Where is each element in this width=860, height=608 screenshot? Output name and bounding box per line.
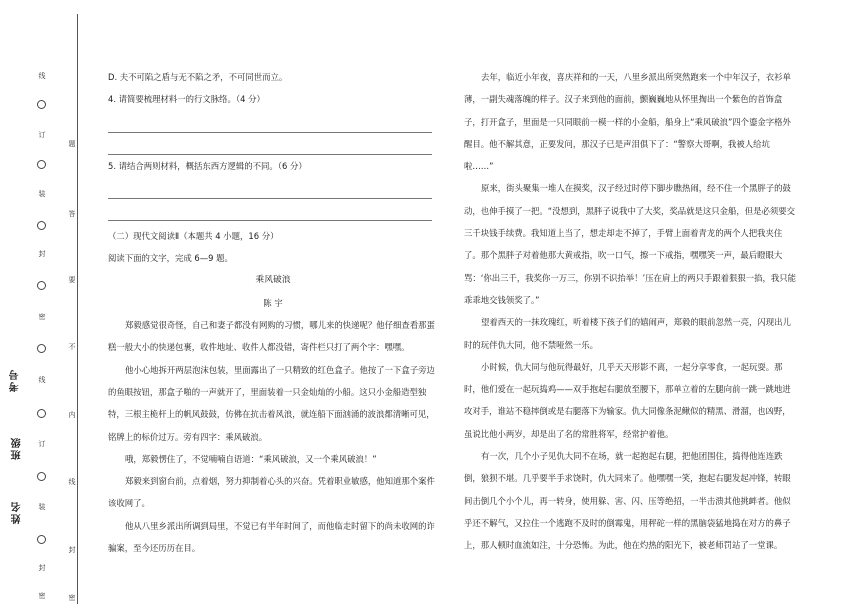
paragraph: 郑毅来到窗台前，点着烟，努力抑制着心头的兴奋。凭着职业敏感，他知道那个案件该收网了。: [108, 476, 435, 509]
paragraph: 小时候，仇大同与他玩得最好，几乎天天形影不离，一起分享零食，一起玩耍。那时，他们爱在一起玩捣鸡——双手抱起右腿放至腰下，那单立着的左腿向前一跳一跳地进攻对手，谁站不稳摔倒或是右腿落下为输家。仇大同像条泥鳅似的精黑、滑溜，也凶野，虽说比他小两岁，却是出了名的常胜将军，经常护着他。: [464, 361, 791, 439]
story-author: 陈 宇: [263, 297, 283, 308]
binding-circle: [37, 344, 46, 353]
binding-margin: [0, 0, 90, 608]
seal-char: 封: [68, 546, 76, 554]
seal-char: 密: [38, 592, 46, 600]
class-label: 班级: [12, 436, 23, 460]
paragraph: 郑毅感觉很奇怪，自己和妻子都没有网购的习惯，哪儿来的快递呢？他仔细查看那蛋糕一般大小的快递包裹，收件地址、收件人都没错，寄件栏只打了两个字：嘿嘿。: [108, 320, 435, 353]
answer-line[interactable]: [108, 111, 432, 133]
cut-line: [77, 14, 78, 604]
paragraph: 望着西天的一抹玫瑰红，听着楼下孩子们的嬉闹声，郑毅的眼前忽然一亮，闪现出儿时的玩伴仇大同，他不禁哑然一乐。: [464, 317, 791, 350]
binding-circle: [37, 472, 46, 481]
seal-char: 要: [68, 276, 76, 284]
seal-char: 不: [68, 343, 76, 351]
reading-instruction: 阅读下面的文字，完成 6—9 题。: [108, 253, 233, 264]
seal-char: 答: [68, 210, 76, 218]
seal-char: 题: [68, 140, 76, 148]
seal-char: 密: [68, 594, 76, 602]
seal-char: 装: [38, 503, 46, 511]
question-5: 5. 请结合两则材料，概括东西方逻辑的不同。（6 分）: [108, 160, 307, 171]
seal-char: 订: [38, 131, 46, 139]
paragraph: 他从八里乡派出所调到局里，不觉已有半年时间了，而他临走时留下的尚未收网的诈骗案，至今还历历在目。: [108, 520, 435, 554]
binding-circle: [37, 409, 46, 418]
answer-line[interactable]: [108, 177, 432, 199]
section-header: （二）现代文阅读Ⅱ（本题共 4 小题，16 分）: [108, 230, 279, 241]
seal-char: 封: [38, 250, 46, 258]
right-column: [464, 66, 796, 557]
binding-circle: [37, 535, 46, 544]
option-d: D. 夫不可陷之盾与无不陷之矛，不可同世而立。: [108, 72, 288, 82]
paragraph: 他小心地拆开两层泡沫包装，里面露出了一只精致的红色盒子。他按了一下盒子旁边的鱼眼按钮，那盒子啪的一声就开了，里面装着一只金灿灿的小船。这只小金船造型独特，三根主桅杆上的帆风鼓鼓，仿佛在抗击着风浪，就连船下面汹涌的波浪都清晰可见，铭牌上的标价过万。旁有四字：乘风破浪。: [108, 364, 435, 442]
seal-char: 线: [38, 72, 46, 80]
answer-line[interactable]: [108, 133, 432, 155]
name-label: 姓名: [12, 500, 23, 524]
answer-line[interactable]: [108, 199, 432, 221]
left-column: [108, 66, 438, 559]
story-title: 乘风破浪: [255, 275, 291, 286]
paragraph: 哦，郑毅愣住了，不觉喃喃自语道：“乘风破浪，又一个乘风破浪！”: [125, 453, 377, 464]
paragraph: 去年，临近小年夜，喜庆祥和的一天，八里乡派出所突然跑来一个中年汉子，衣衫单薄，一副失魂落魄的样子。汉子来到他的面前，颤巍巍地从怀里掏出一个紫色的首饰盒子，打开盒子，里面是一只同眼前一模一样的小金船，船身上“乘风破浪”四个鎏金字格外醒目。他不解其意，正要发问，那汉子已是声泪俱下了：“警察大哥啊，我被人给坑啦……”: [464, 72, 791, 172]
binding-circle: [37, 160, 46, 169]
seal-char: 内: [68, 411, 76, 419]
binding-circle: [37, 100, 46, 109]
paragraph: 原来，街头聚集一堆人在摸奖，汉子经过时停下脚步瞧热闹，经不住一个黑胖子的鼓动，也伸手摸了一把。“没想到，黑胖子说我中了大奖，奖品就是这只金船，但是必须要交三千块钱手续费。我知道上当了，想走却走不掉了，手臂上面着青龙的两个人把我夹住了。那个黑胖子对着他那大黄戒指，吹一口气，擦一下戒指，嘿嘿笑一声，最后瞪眼大骂：‘你出三千，我奖你一万三，你别不识抬举！’压在肩上的两只手跟着狠狠一掐，我只能乖乖地交钱领奖了。”: [464, 183, 796, 305]
seal-char: 线: [68, 478, 76, 486]
seal-char: 订: [38, 440, 46, 448]
seal-char: 线: [38, 376, 46, 384]
seal-char: 封: [38, 564, 46, 572]
seal-char: 密: [38, 313, 46, 321]
binding-circle: [37, 281, 46, 290]
id-label: 考号: [10, 368, 21, 392]
seal-char: 装: [38, 190, 46, 198]
paragraph: 有一次，几个小子见仇大同不在场，就一起抱起右腿，把他团围住，捣得他连连跌倒，狼狈不堪。几乎要半手求饶时，仇大同来了。他嘿嘿一笑，抱起右腿发起冲锋，转眼间击倒几个小个儿，再一转身，使用躲、害、闪、压等绝招，一半击溃其他挑衅者。他似乎还不解气，又拉住一个逃跑不及时的倒霉鬼，用秤砣一样的黑脑袋猛地捣在对方的鼻子上，那人顿时血流如注，十分恐怖。为此，他在灼热的阳光下，被老师罚站了一堂课。: [464, 451, 791, 551]
binding-circle: [37, 221, 46, 230]
question-4: 4. 请简要梳理材料一的行文脉络。（4 分）: [108, 94, 265, 105]
